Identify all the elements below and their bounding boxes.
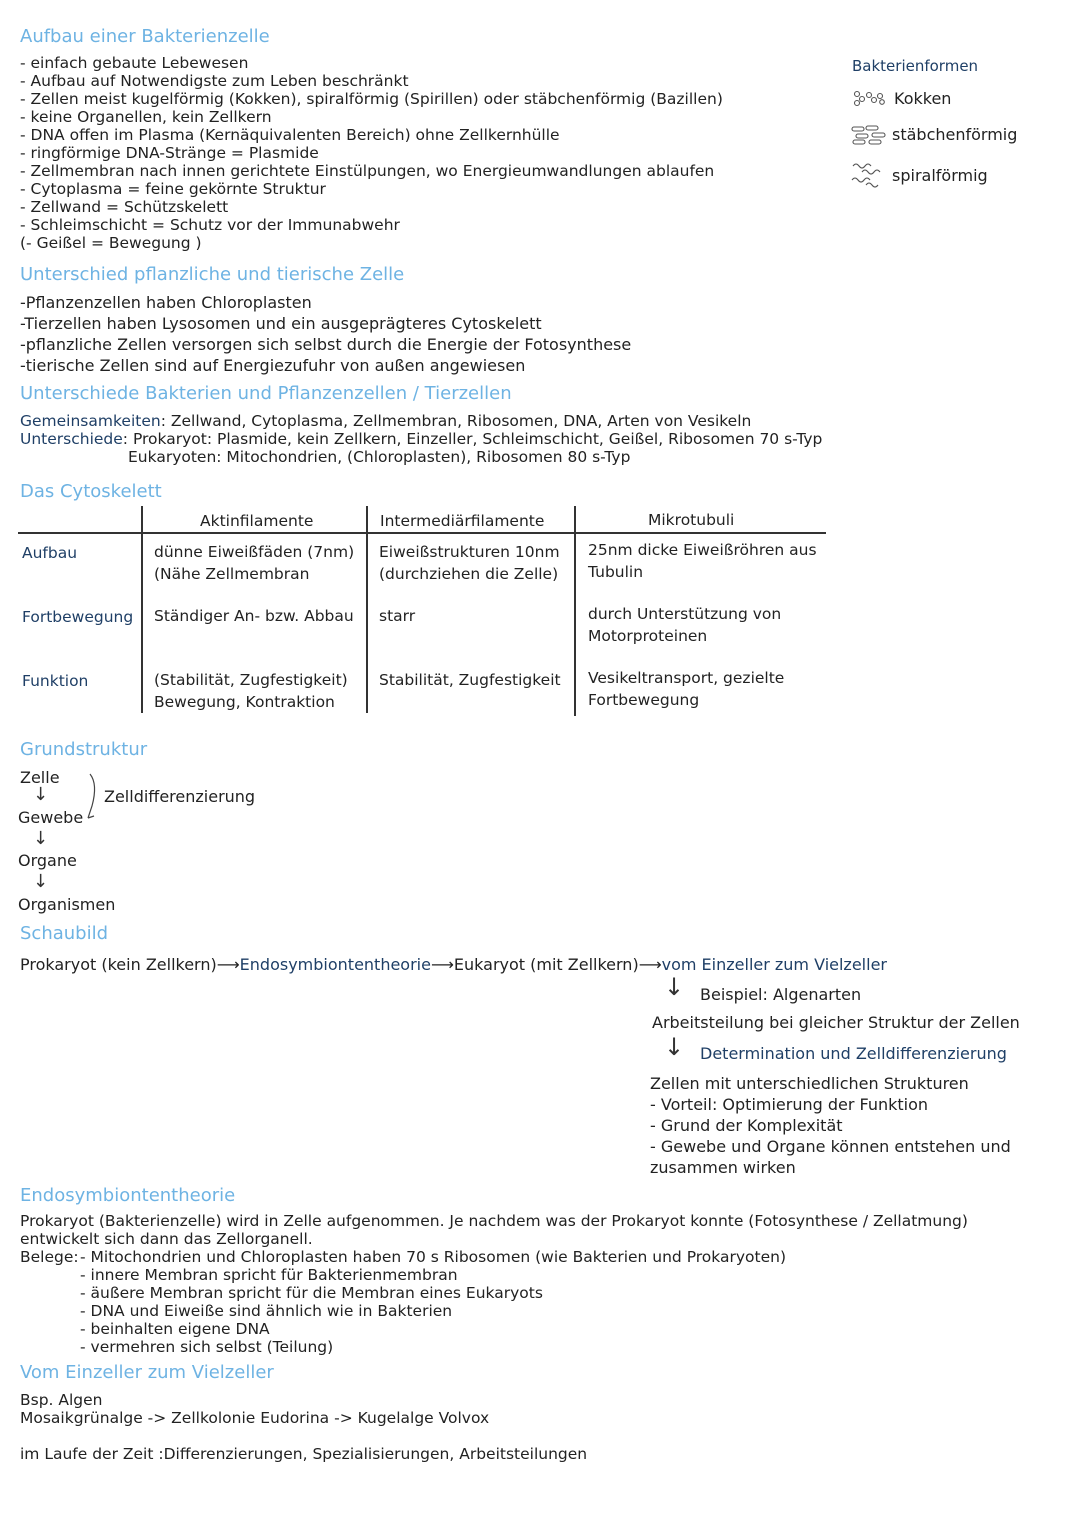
list-item: - vermehren sich selbst (Teilung) bbox=[80, 1338, 334, 1356]
list-item: - einfach gebaute Lebewesen bbox=[20, 54, 249, 72]
table-cell: durch Unterstützung von Motorproteinen bbox=[588, 605, 782, 645]
table-cell: 25nm dicke Eiweißröhren aus Tubulin bbox=[588, 541, 817, 581]
list-item: - äußere Membran spricht für die Membran eines Eukaryots bbox=[80, 1284, 543, 1302]
eukaryoten-line: Eukaryoten: Mitochondrien, (Chloroplasten), Ribosomen 80 s-Typ bbox=[128, 448, 631, 466]
unterschiede-label: Unterschiede bbox=[20, 430, 123, 448]
spiral-label: spiralförmig bbox=[892, 166, 988, 185]
bakterienzelle-list bbox=[20, 54, 723, 252]
list-item: - Cytoplasma = feine gekörnte Struktur bbox=[20, 180, 326, 198]
table-cell: Eiweißstrukturen 10nm (durchziehen die Zelle) bbox=[379, 543, 560, 583]
gemeinsamkeiten-text: : Zellwand, Cytoplasma, Zellmembran, Ribosomen, DNA, Arten von Vesikeln bbox=[160, 412, 752, 430]
list-item: - Zellen meist kugelförmig (Kokken), spiralförmig (Spirillen) oder stäbchenförmig (Bazillen) bbox=[20, 90, 723, 108]
table-cell: (Stabilität, Zugfestigkeit) Bewegung, Kontraktion bbox=[154, 671, 348, 711]
list-item: (- Geißel = Bewegung ) bbox=[20, 234, 202, 252]
gemeinsamkeiten-line bbox=[20, 412, 751, 430]
belege-list bbox=[80, 1266, 543, 1356]
level-organe: Organe bbox=[18, 851, 77, 870]
level-zelle: Zelle bbox=[20, 768, 60, 787]
schaubild-chain: Prokaryot (kein Zellkern)⟶Endosymbiontentheorie⟶Eukaryot (mit Zellkern)⟶vom Einzeller zum Vielzeller bbox=[20, 955, 887, 974]
list-item: -Pflanzenzellen haben Chloroplasten bbox=[20, 293, 312, 312]
vielzeller-fazit: im Laufe der Zeit :Differenzierungen, Spezialisierungen, Arbeitsteilungen bbox=[20, 1445, 588, 1463]
list-item: - Zellwand = Schützskelett bbox=[20, 198, 229, 216]
level-organismen: Organismen bbox=[18, 895, 116, 914]
determination-text: Determination und Zelldifferenzierung bbox=[700, 1044, 1007, 1063]
table-cell: starr bbox=[379, 607, 416, 625]
arrow-down-icon: ↓ bbox=[33, 871, 49, 892]
table-header: Aktinfilamente bbox=[200, 512, 314, 530]
list-item: - keine Organellen, kein Zellkern bbox=[20, 108, 272, 126]
table-cell: dünne Eiweißfäden (7nm) (Nähe Zellmembran bbox=[154, 543, 355, 583]
list-item: - beinhalten eigene DNA bbox=[80, 1320, 270, 1338]
vielzeller-lines: Bsp. Algen Mosaikgrünalge -> Zellkolonie Eudorina -> Kugelalge Volvox bbox=[20, 1391, 490, 1427]
belege-label: Belege: bbox=[20, 1248, 79, 1266]
endosymbiont-text2: entwickelt sich dann das Zellorganell. bbox=[20, 1230, 313, 1248]
table-header: Intermediärfilamente bbox=[380, 512, 545, 530]
bracket-label: Zelldifferenzierung bbox=[104, 787, 256, 806]
row-label: Funktion bbox=[22, 672, 89, 690]
row-label: Aufbau bbox=[22, 544, 78, 562]
list-item: -pflanzliche Zellen versorgen sich selbst durch die Energie der Fotosynthese bbox=[20, 335, 632, 354]
gemeinsamkeiten-label: Gemeinsamkeiten bbox=[20, 412, 161, 430]
heading-bakterienzelle: Aufbau einer Bakterienzelle bbox=[20, 26, 270, 47]
endosymbiont-text1: Prokaryot (Bakterienzelle) wird in Zelle aufgenommen. Je nachdem was der Prokaryot konnte (Fotosynthese / Zellatmung) bbox=[20, 1212, 968, 1230]
bakterienformen-title: Bakterienformen bbox=[852, 57, 979, 75]
table-cell: Stabilität, Zugfestigkeit bbox=[379, 671, 561, 689]
list-item: - ringförmige DNA-Stränge = Plasmide bbox=[20, 144, 319, 162]
belege-item: - Mitochondrien und Chloroplasten haben 70 s Ribosomen (wie Bakterien und Prokaryoten) bbox=[80, 1248, 787, 1266]
unterschied-zellen-list bbox=[20, 292, 631, 376]
kokken-label: Kokken bbox=[894, 89, 952, 108]
arrow-down-icon: ↓ bbox=[664, 1033, 685, 1061]
staebchen-label: stäbchenförmig bbox=[892, 125, 1018, 144]
table-cell: Ständiger An- bzw. Abbau bbox=[154, 607, 354, 625]
level-gewebe: Gewebe bbox=[18, 808, 84, 827]
heading-unterschied-zellen: Unterschied pflanzliche und tierische Zelle bbox=[20, 264, 405, 285]
heading-endosymbiont: Endosymbiontentheorie bbox=[20, 1185, 236, 1206]
spiral-icon bbox=[850, 160, 886, 188]
arrow-down-icon: ↓ bbox=[33, 828, 49, 849]
list-item: - Schleimschicht = Schutz vor der Immunabwehr bbox=[20, 216, 400, 234]
beispiel-text: Beispiel: Algenarten bbox=[700, 985, 862, 1004]
heading-schaubild: Schaubild bbox=[20, 923, 109, 944]
heading-grundstruktur: Grundstruktur bbox=[20, 739, 148, 760]
kokken-icon bbox=[852, 88, 888, 108]
heading-unterschiede-bakterien: Unterschiede Bakterien und Pflanzenzellen / Tierzellen bbox=[20, 383, 512, 404]
arrow-down-icon: ↓ bbox=[33, 784, 49, 805]
arbeitsteilung-text: Arbeitsteilung bei gleicher Struktur der Zellen bbox=[652, 1013, 1020, 1032]
arrow-down-icon: ↓ bbox=[664, 973, 685, 1001]
heading-cytoskelett: Das Cytoskelett bbox=[20, 481, 162, 502]
list-item: - DNA und Eiweiße sind ähnlich wie in Bakterien bbox=[80, 1302, 453, 1320]
list-item: - Zellmembran nach innen gerichtete Einstülpungen, wo Energieumwandlungen ablaufen bbox=[20, 162, 715, 180]
unterschiede-line bbox=[20, 430, 822, 448]
list-item: - innere Membran spricht für Bakterienmembran bbox=[80, 1266, 458, 1284]
bracket-icon bbox=[84, 772, 102, 824]
row-label: Fortbewegung bbox=[22, 608, 134, 626]
list-item: - Aufbau auf Notwendigste zum Leben beschränkt bbox=[20, 72, 409, 90]
list-item: - DNA offen im Plasma (Kernäquivalenten Bereich) ohne Zellkernhülle bbox=[20, 126, 560, 144]
ergebnis-list: Zellen mit unterschiedlichen Strukturen - Vorteil: Optimierung der Funktion - Grund der Komplexität - Gewebe und Organe können entstehen und zusammen wirken bbox=[650, 1074, 1011, 1177]
table-header: Mikrotubuli bbox=[648, 511, 735, 529]
unterschiede-text: : Prokaryot: Plasmide, kein Zellkern, Einzeller, Schleimschicht, Geißel, Ribosomen 70 s-Typ bbox=[122, 430, 823, 448]
list-item: -tierische Zellen sind auf Energiezufuhr von außen angewiesen bbox=[20, 356, 526, 375]
heading-vielzeller: Vom Einzeller zum Vielzeller bbox=[20, 1362, 274, 1383]
list-item: -Tierzellen haben Lysosomen und ein ausgeprägteres Cytoskelett bbox=[20, 314, 542, 333]
table-cell: Vesikeltransport, gezielte Fortbewegung bbox=[588, 669, 785, 709]
staebchen-icon bbox=[850, 124, 890, 146]
